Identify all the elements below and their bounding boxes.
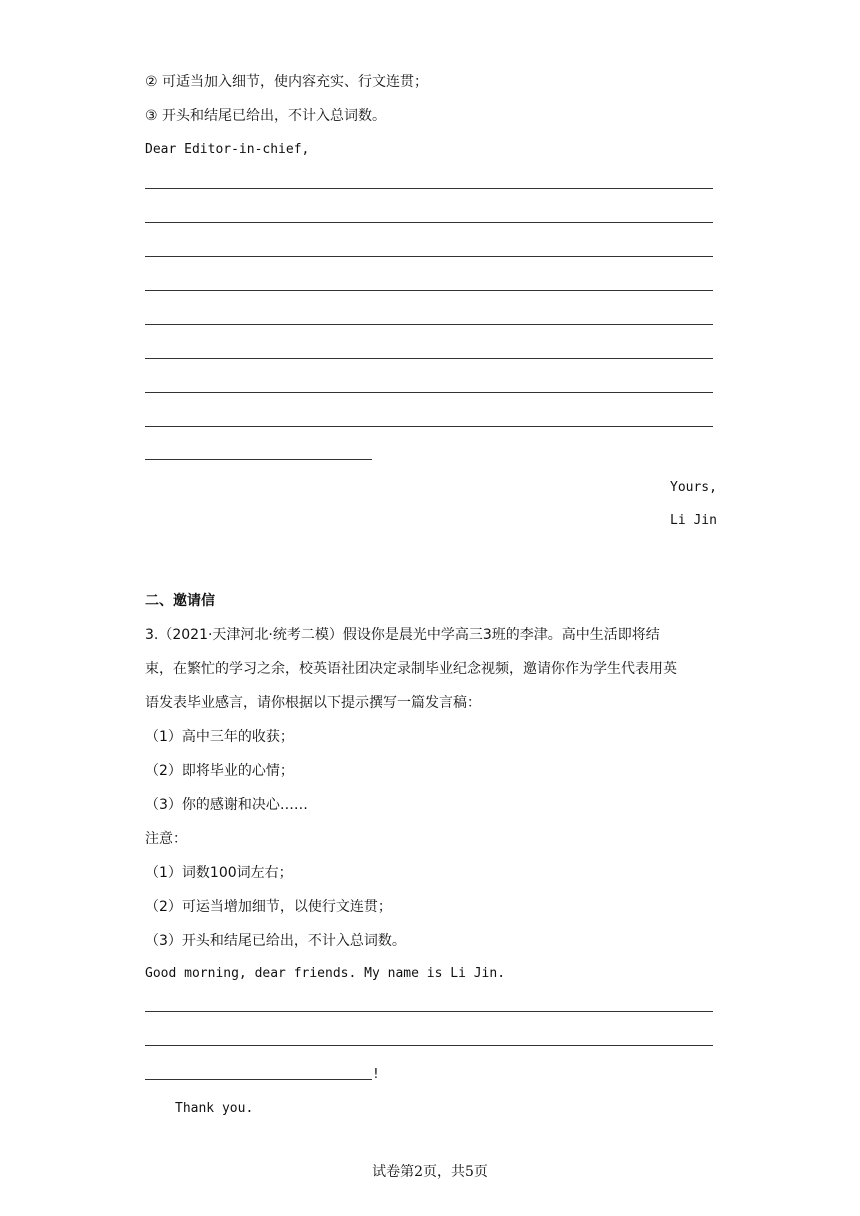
question-text: 束，在繁忙的学习之余，校英语社团决定录制毕业纪念视频，邀请你作为学生代表用英	[145, 661, 677, 677]
salutation: Dear Editor-in-chief,	[145, 142, 310, 157]
writing-line	[145, 426, 713, 427]
section-heading: 二、邀请信	[145, 593, 215, 609]
notice-item: （2）可运当增加细节，以使行文连贯；	[145, 899, 392, 915]
exclamation-mark: !	[372, 1067, 380, 1082]
writing-line-short	[145, 1079, 372, 1080]
note-3: ③ 开头和结尾已给出，不计入总词数。	[145, 108, 386, 124]
writing-line	[145, 222, 713, 223]
writing-line-short	[145, 459, 372, 460]
signature: Li Jin	[670, 513, 717, 528]
notice-label: 注意：	[145, 831, 187, 847]
writing-line	[145, 256, 713, 257]
notice-item: （1）词数100词左右；	[145, 865, 293, 881]
writing-line	[145, 290, 713, 291]
prompt-point: （1）高中三年的收获；	[145, 729, 294, 745]
speech-ending: Thank you.	[175, 1101, 254, 1116]
notice-item: （3）开头和结尾已给出，不计入总词数。	[145, 933, 406, 949]
note-2: ② 可适当加入细节，使内容充实、行文连贯；	[145, 74, 428, 90]
writing-line	[145, 324, 713, 325]
prompt-point: （3）你的感谢和决心……	[145, 797, 308, 813]
question-text: 3.（2021·天津河北·统考二模）假设你是晨光中学高三3班的李津。高中生活即将结	[145, 627, 660, 643]
question-text: 语发表毕业感言，请你根据以下提示撰写一篇发言稿：	[145, 695, 481, 711]
writing-line	[145, 188, 713, 189]
writing-line	[145, 1045, 713, 1046]
speech-opening: Good morning, dear friends. My name is Li Jin.	[145, 966, 506, 981]
writing-line	[145, 1011, 713, 1012]
writing-line	[145, 392, 713, 393]
page-footer: 试卷第2页，共5页	[372, 1164, 488, 1180]
prompt-point: （2）即将毕业的心情；	[145, 763, 294, 779]
closing: Yours,	[670, 480, 717, 495]
writing-line	[145, 358, 713, 359]
